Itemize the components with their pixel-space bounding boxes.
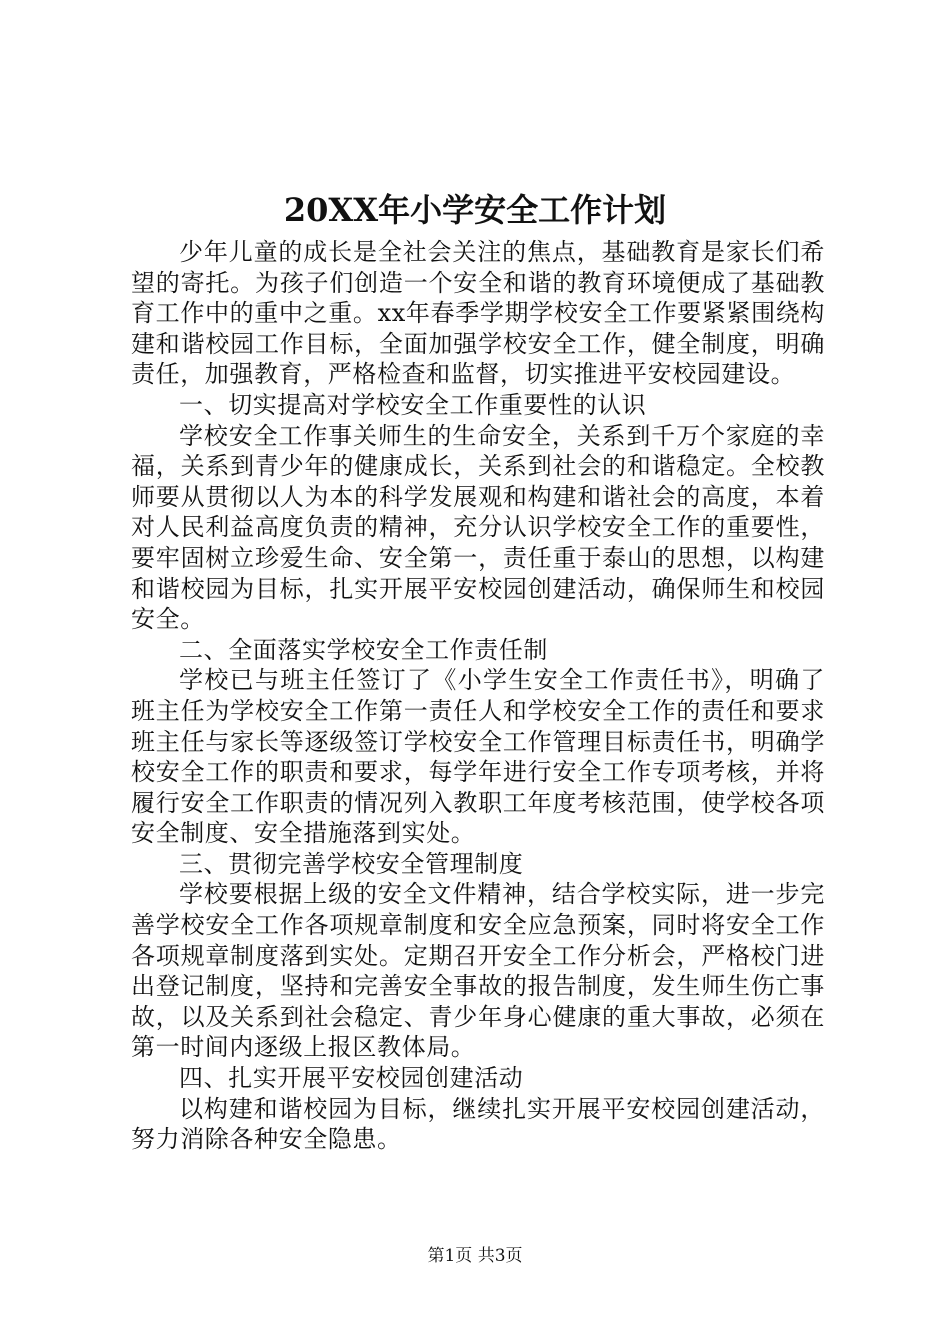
- page-number-footer: 第1页 共3页: [427, 1246, 523, 1266]
- section-paragraph-2: 学校已与班主任签订了《小学生安全工作责任书》，明确了班主任为学校安全工作第一责任人和学校安全工作的责任和要求班主任与家长等逐级签订学校安全工作管理目标责任书，明确学校安全工作的职责和要求，每学年进行安全工作专项考核，并将履行安全工作职责的情况列入教职工年度考核范围，使学校各项安全制度、安全措施落到实处。: [131, 666, 825, 848]
- intro-paragraph: 少年儿童的成长是全社会关注的焦点，基础教育是家长们希望的寄托。为孩子们创造一个安全和谐的教育环境便成了基础教育工作中的重中之重。xx年春季学期学校安全工作要紧紧围绕构建和谐校园工作目标，全面加强学校安全工作，健全制度，明确责任，加强教育，严格检查和监督，切实推进平安校园建设。: [131, 238, 825, 389]
- document-body: [131, 237, 825, 1155]
- section-paragraph-4: 以构建和谐校园为目标，继续扎实开展平安校园创建活动，努力消除各种安全隐患。: [131, 1094, 825, 1154]
- section-heading-2: 二、全面落实学校安全工作责任制: [179, 635, 548, 664]
- section-paragraph-1: 学校安全工作事关师生的生命安全，关系到千万个家庭的幸福，关系到青少年的健康成长，关系到社会的和谐稳定。全校教师要从贯彻以人为本的科学发展观和构建和谐社会的高度，本着对人民利益高度负责的精神，充分认识学校安全工作的重要性，要牢固树立珍爱生命、安全第一，责任重于泰山的思想，以构建和谐校园为目标，扎实开展平安校园创建活动，确保师生和校园安全。: [131, 421, 825, 634]
- section-paragraph-3: 学校要根据上级的安全文件精神，结合学校实际，进一步完善学校安全工作各项规章制度和安全应急预案，同时将安全工作各项规章制度落到实处。定期召开安全工作分析会，严格校门进出登记制度，坚持和完善安全事故的报告制度，发生师生伤亡事故，以及关系到社会稳定、青少年身心健康的重大事故，必须在第一时间内逐级上报区教体局。: [131, 880, 825, 1062]
- document-title: 20XX年小学安全工作计划: [283, 191, 667, 229]
- section-heading-3: 三、贯彻完善学校安全管理制度: [179, 849, 524, 878]
- section-heading-1: 一、切实提高对学校安全工作重要性的认识: [179, 390, 647, 419]
- section-heading-4: 四、扎实开展平安校园创建活动: [179, 1064, 524, 1093]
